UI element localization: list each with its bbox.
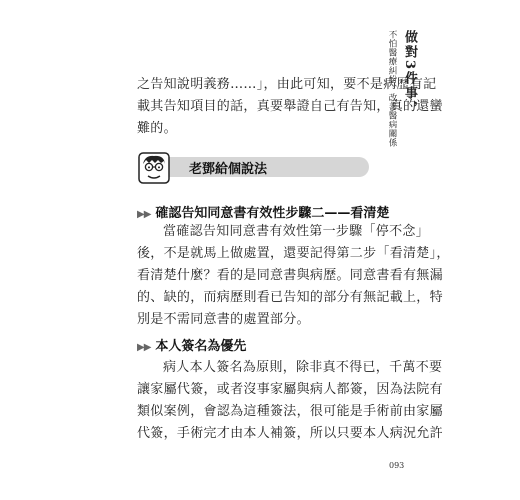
double-arrow-icon: ▶▶ [137, 342, 151, 353]
book-subtitle: 不怕醫療糾紛、改善醫病關係 [387, 30, 397, 147]
double-arrow-icon: ▶▶ [137, 209, 151, 220]
step2-paragraph [137, 221, 450, 331]
text-line: 後，不是就馬上做處置，還要記得第二步「看清楚」， [137, 246, 450, 261]
text-line: 看清楚什麼？看的是同意書與病歷。同意書看有無漏 [137, 268, 443, 283]
text-line: 代簽，手術完才由本人補簽，所以只要本人病況允許 [137, 426, 443, 441]
section-heading-step2 [137, 202, 389, 221]
avatar-icon [137, 151, 171, 185]
commentary-banner [137, 151, 369, 181]
section-heading-text: 本人簽名為優先 [155, 339, 247, 354]
signature-paragraph [137, 357, 443, 445]
text-line: 當確認告知同意書有效性第一步驟「停不念」 [163, 224, 430, 239]
book-title: 做對3件事， [402, 30, 417, 117]
text-line: 之告知說明義務……」，由此可知，要不是病歷有記 [137, 77, 437, 92]
page-number: 093 [389, 461, 405, 470]
text-line: 病人本人簽名為原則，除非真不得已，千萬不要 [163, 360, 443, 375]
section-heading-signature [137, 335, 246, 354]
text-line: 載其告知項目的話，真要舉證自己有告知，真的還蠻 [137, 99, 443, 114]
text-line: 讓家屬代簽，或者沒事家屬與病人都簽，因為法院有 [137, 382, 443, 397]
banner-label: 老鄧給個說法 [189, 162, 268, 177]
text-line: 難的。 [137, 121, 177, 136]
text-line: 的、缺的，而病歷則看已告知的部分有無記載上，特 [137, 290, 443, 305]
text-line: 別是不需同意書的處置部分。 [137, 312, 310, 327]
section-heading-text: 確認告知同意書有效性步驟二——看清楚 [155, 206, 390, 221]
text-line: 類似案例，會認為這種簽法，很可能是手術前由家屬 [137, 404, 443, 419]
